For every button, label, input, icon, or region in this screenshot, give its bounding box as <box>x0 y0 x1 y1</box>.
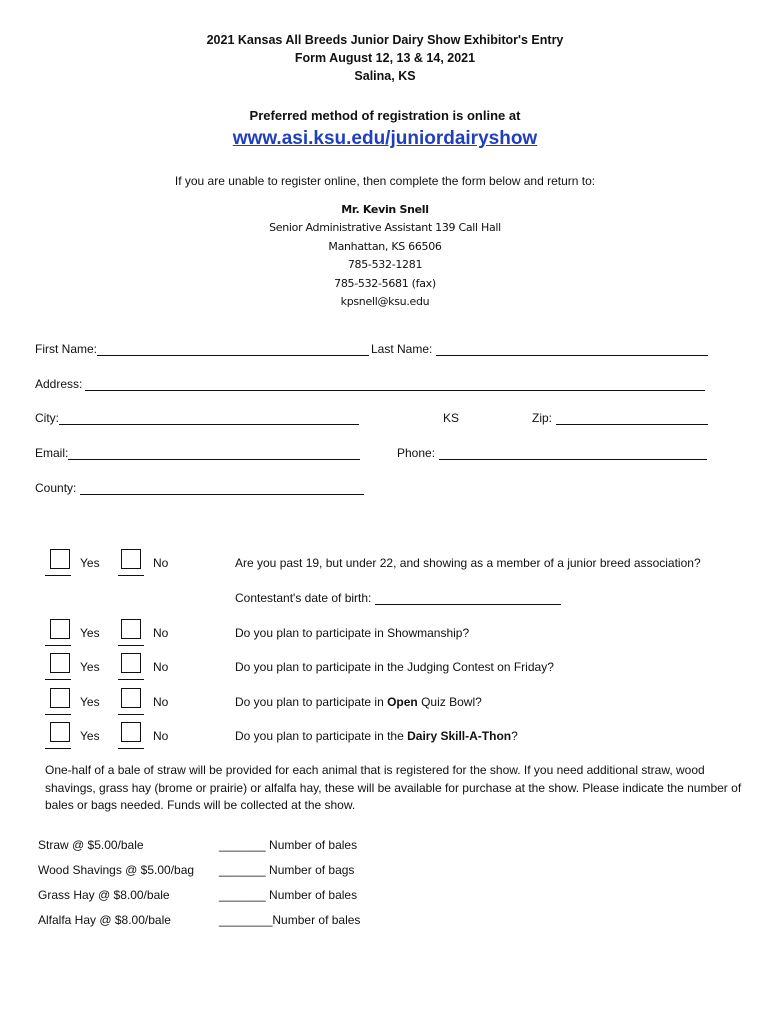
q5-no-underline <box>118 748 144 749</box>
unable-text: If you are unable to register online, then complete the form below and return to: <box>174 174 596 188</box>
fee-item-wood-shavings: Wood Shavings @ $5.00/bag <box>38 863 195 877</box>
q4-text-bold: Open <box>387 695 418 709</box>
q1-yes-underline <box>45 575 71 576</box>
title-line-3: Salina, KS <box>354 69 416 83</box>
q4-yes-checkbox[interactable] <box>50 688 70 708</box>
question-judging-contest: Do you plan to participate in the Judging Contest on Friday? <box>235 660 554 674</box>
fee-qty-alfalfa-hay[interactable]: ________Number of bales <box>219 913 361 927</box>
q5-text-post: ? <box>511 729 518 743</box>
fee-item-alfalfa-hay: Alfalfa Hay @ $8.00/bale <box>38 913 171 927</box>
q1-no-underline <box>118 575 144 576</box>
state-value: KS <box>443 411 460 425</box>
q2-yes-label: Yes <box>80 626 100 640</box>
address-label: Address: <box>35 377 83 391</box>
contact-email: kpsnell@ksu.edu <box>340 295 430 308</box>
last-name-label: Last Name: <box>371 342 433 356</box>
q3-yes-underline <box>45 679 71 680</box>
county-input[interactable] <box>80 482 364 495</box>
fee-qty-straw[interactable]: _______ Number of bales <box>219 838 358 852</box>
zip-row <box>532 411 708 425</box>
county-row <box>35 481 364 495</box>
question-quiz-bowl <box>235 695 482 709</box>
q4-no-underline <box>118 714 144 715</box>
phone-label: Phone: <box>397 446 436 460</box>
zip-label: Zip: <box>532 411 553 425</box>
last-name-row <box>371 342 708 356</box>
contact-name: Mr. Kevin Snell <box>341 203 429 216</box>
contact-title: Senior Administrative Assistant 139 Call Hall <box>269 221 501 234</box>
email-input[interactable] <box>68 447 360 460</box>
phone-input[interactable] <box>439 447 707 460</box>
last-name-input[interactable] <box>436 343 708 356</box>
dob-row <box>235 591 561 605</box>
address-input[interactable] <box>85 378 705 391</box>
zip-input[interactable] <box>556 412 708 425</box>
form-title <box>0 31 770 85</box>
title-line-1: 2021 Kansas All Breeds Junior Dairy Show Exhibitor's Entry <box>206 33 564 47</box>
q5-yes-underline <box>45 748 71 749</box>
first-name-row <box>35 342 369 356</box>
preferred-method-text: Preferred method of registration is online at <box>249 108 521 123</box>
question-showmanship: Do you plan to participate in Showmanship? <box>235 626 470 640</box>
q5-no-label: No <box>153 729 169 743</box>
q5-text-bold: Dairy Skill-A-Thon <box>407 729 512 743</box>
first-name-input[interactable] <box>97 343 369 356</box>
q4-text-post: Quiz Bowl? <box>417 695 482 709</box>
city-row <box>35 411 359 425</box>
first-name-label: First Name: <box>35 342 98 356</box>
dob-label: Contestant's date of birth: <box>235 591 372 605</box>
q5-yes-label: Yes <box>80 729 100 743</box>
q2-no-underline <box>118 645 144 646</box>
q3-no-underline <box>118 679 144 680</box>
address-row <box>35 377 705 391</box>
fee-item-grass-hay: Grass Hay @ $8.00/bale <box>38 888 170 902</box>
q1-no-checkbox[interactable] <box>121 549 141 569</box>
q4-yes-underline <box>45 714 71 715</box>
city-label: City: <box>35 411 59 425</box>
question-skill-a-thon <box>235 729 518 743</box>
q1-yes-label: Yes <box>80 556 100 570</box>
fee-qty-grass-hay[interactable]: _______ Number of bales <box>219 888 358 902</box>
q4-no-checkbox[interactable] <box>121 688 141 708</box>
fee-qty-wood-shavings[interactable]: _______ Number of bags <box>219 863 355 877</box>
q2-no-checkbox[interactable] <box>121 619 141 639</box>
q2-no-label: No <box>153 626 169 640</box>
question-junior-breed: Are you past 19, but under 22, and showing as a member of a junior breed association? <box>235 556 701 570</box>
q5-yes-checkbox[interactable] <box>50 722 70 742</box>
contact-block <box>0 201 770 312</box>
dob-input[interactable] <box>375 592 561 605</box>
contact-phone: 785-532-1281 <box>347 258 423 271</box>
straw-note-paragraph: One-half of a bale of straw will be provided for each animal that is registered for the show. If you need additional straw, wood shavings, grass hay (brome or prairie) or alfalfa hay, these will be available for purchase at the show. Please indicate the number of bales or bags needed. Funds will be collected at the show. <box>45 763 742 812</box>
q2-yes-checkbox[interactable] <box>50 619 70 639</box>
q4-yes-label: Yes <box>80 695 100 709</box>
q4-text-pre: Do you plan to participate in <box>235 695 388 709</box>
fee-item-straw: Straw @ $5.00/bale <box>38 838 144 852</box>
q3-yes-checkbox[interactable] <box>50 653 70 673</box>
q1-yes-checkbox[interactable] <box>50 549 70 569</box>
city-input[interactable] <box>59 412 359 425</box>
q5-no-checkbox[interactable] <box>121 722 141 742</box>
county-label: County: <box>35 481 77 495</box>
q4-no-label: No <box>153 695 169 709</box>
q3-no-checkbox[interactable] <box>121 653 141 673</box>
q3-yes-label: Yes <box>80 660 100 674</box>
contact-city: Manhattan, KS 66506 <box>328 239 442 253</box>
q1-no-label: No <box>153 556 169 570</box>
q2-yes-underline <box>45 645 71 646</box>
contact-fax: 785-532-5681 (fax) <box>334 276 436 290</box>
registration-link[interactable]: www.asi.ksu.edu/juniordairyshow <box>232 128 538 149</box>
email-row <box>35 446 360 460</box>
q3-no-label: No <box>153 660 169 674</box>
phone-row <box>397 446 707 460</box>
title-line-2: Form August 12, 13 & 14, 2021 <box>294 51 476 65</box>
q5-text-pre: Do you plan to participate in the <box>235 729 408 743</box>
email-label: Email: <box>35 446 69 460</box>
